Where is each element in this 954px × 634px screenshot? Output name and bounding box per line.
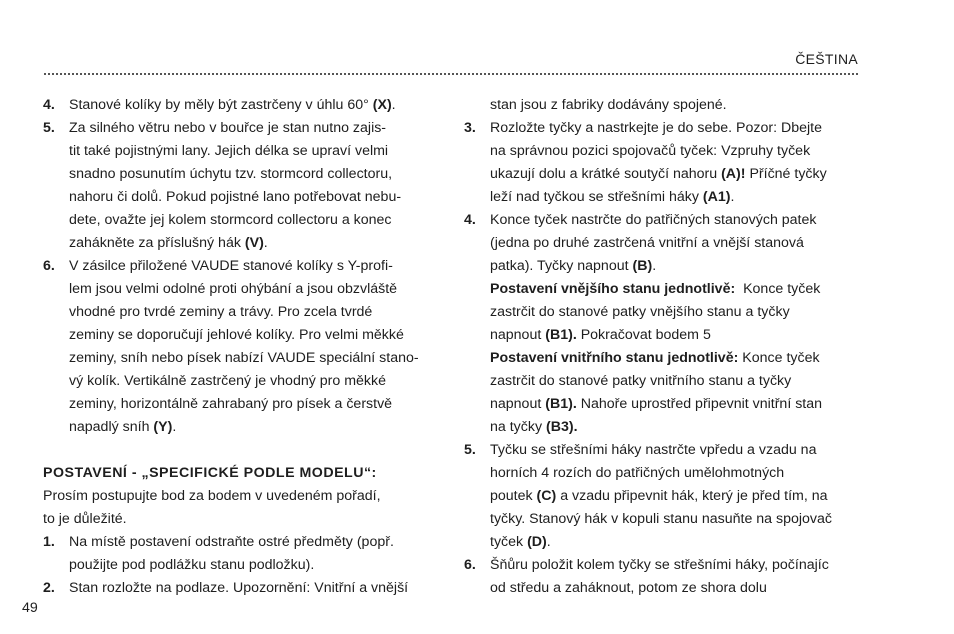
text-line: od středu a zaháknout, potom ze shora dolu	[490, 580, 767, 596]
item-number: 5.	[43, 120, 55, 136]
figure-ref: (B3).	[545, 419, 578, 435]
step-2	[43, 577, 443, 600]
text-line: zeminy se doporučují jehlové kolíky. Pro velmi měkké	[69, 327, 404, 343]
text: a vzadu připevnit hák, který je před tím, na	[556, 488, 828, 504]
figure-ref: (V)	[244, 235, 264, 251]
left-column	[43, 94, 443, 600]
text-line	[490, 163, 864, 186]
text: zahákněte za příslušný hák	[69, 235, 245, 251]
text-line: Tyčku se střešními háky nastrčte vpředu a vzadu na	[490, 442, 817, 458]
text-line: snadno posunutím úchytu tzv. stormcord collectoru,	[69, 166, 393, 182]
text-line	[490, 531, 864, 554]
item-number: 4.	[43, 97, 55, 113]
text: Konce tyček	[738, 350, 820, 366]
step-3	[464, 117, 864, 209]
text: Nahoře uprostřed připevnit vnitřní stan	[576, 396, 823, 412]
text-line: V zásilce přiložené VAUDE stanové kolíky s Y-profi-	[69, 258, 393, 274]
text-line	[69, 416, 443, 439]
section-heading: POSTAVENÍ - „SPECIFICKÉ PODLE MODELU“:	[43, 465, 377, 481]
text: .	[172, 419, 177, 435]
text: Pokračovat bodem 5	[576, 327, 711, 343]
language-label: ČEŠTINA	[795, 51, 858, 67]
text-line: na správnou pozici spojovačů tyček: Vzpruhy tyček	[490, 143, 811, 159]
figure-ref: (B1).	[545, 396, 577, 412]
text-line	[490, 416, 864, 439]
text: napnout	[490, 327, 546, 343]
dotted-divider	[44, 73, 858, 75]
step-4	[464, 209, 864, 439]
text: poutek	[490, 488, 537, 504]
text-line: tyčky. Stanový hák v kopuli stanu nasuňte na spojovač	[490, 511, 833, 527]
text-line: nahoru či dolů. Pokud pojistné lano potřebovat nebu-	[69, 189, 402, 205]
text-line	[490, 255, 864, 278]
text-line: zastrčit do stanové patky vnitřního stanu a tyčky	[490, 373, 792, 389]
text-line: horních 4 rozích do patřičných umělohmotných	[490, 465, 785, 481]
text-line: stan jsou z fabriky dodávány spojené.	[490, 97, 727, 113]
text-line	[69, 94, 443, 117]
text-line: (jedna po druhé zastrčená vnitřní a vnější stanová	[490, 235, 804, 251]
text: tyček	[490, 534, 528, 550]
text-line: zeminy, horizontálně zahrabaný pro písek a čerstvě	[69, 396, 393, 412]
text-line	[490, 186, 864, 209]
step-2-continued	[464, 94, 864, 117]
subheading: Postavení vnějšího stanu jednotlivě:	[490, 281, 736, 297]
text-line: Stan rozložte na podlaze. Upozornění: Vnitřní a vnější	[69, 580, 409, 596]
text-line	[490, 347, 864, 370]
list-item-4	[43, 94, 443, 117]
text: Konce tyček	[735, 281, 821, 297]
text-line	[69, 232, 443, 255]
text: .	[263, 235, 268, 251]
text-line: dete, ovažte jej kolem stormcord collectoru a konec	[69, 212, 392, 228]
text-line	[490, 393, 864, 416]
text: Stanové kolíky by měly být zastrčeny v úhlu 60°	[69, 97, 373, 113]
text-line	[490, 278, 864, 301]
item-number: 4.	[464, 212, 476, 228]
figure-ref: (A)!	[721, 166, 746, 182]
step-5	[464, 439, 864, 554]
item-number: 5.	[464, 442, 476, 458]
text: .	[391, 97, 396, 113]
step-1	[43, 531, 443, 577]
figure-ref: (X)	[372, 97, 392, 113]
text: napadlý sníh	[69, 419, 154, 435]
figure-ref: (B1).	[545, 327, 577, 343]
text-line: použijte pod podlážku stanu podložku).	[69, 557, 315, 573]
text: na tyčky	[490, 419, 546, 435]
text-line: zeminy, sníh nebo písek nabízí VAUDE speciální stano-	[69, 350, 419, 366]
text: Příčné tyčky	[745, 166, 827, 182]
text-line	[490, 485, 864, 508]
text: patka). Tyčky napnout	[490, 258, 633, 274]
item-number: 6.	[43, 258, 55, 274]
text-line: vhodné pro tvrdé zeminy a trávy. Pro zcela tvrdé	[69, 304, 373, 320]
text-line: Konce tyček nastrčte do patřičných stanových patek	[490, 212, 817, 228]
item-number: 2.	[43, 580, 55, 596]
text-line: zastrčit do stanové patky vnějšího stanu a tyčky	[490, 304, 790, 320]
subheading: Postavení vnitřního stanu jednotlivě:	[490, 350, 739, 366]
text: ukazují dolu a krátké soutyčí nahoru	[490, 166, 722, 182]
text: .	[546, 534, 551, 550]
text-line: Šňůru položit kolem tyčky se střešními háky, počínajíc	[490, 557, 829, 573]
figure-ref: (Y)	[153, 419, 173, 435]
figure-ref: (D)	[527, 534, 547, 550]
right-column	[464, 94, 864, 600]
intro-line: to je důležité.	[43, 511, 127, 527]
figure-ref: (C)	[536, 488, 557, 504]
text: napnout	[490, 396, 546, 412]
text: leží nad tyčkou se střešními háky	[490, 189, 703, 205]
text-line: Na místě postavení odstraňte ostré předměty (popř.	[69, 534, 394, 550]
figure-ref: (A1)	[702, 189, 731, 205]
page-number: 49	[22, 600, 38, 616]
text: .	[730, 189, 735, 205]
text-line: Za silného větru nebo v bouřce je stan nutno zajis-	[69, 120, 387, 136]
item-number: 1.	[43, 534, 55, 550]
text-line: Rozložte tyčky a nastrkejte je do sebe. Pozor: Dbejte	[490, 120, 822, 136]
text: .	[652, 258, 657, 274]
intro-line: Prosím postupujte bod za bodem v uvedeném pořadí,	[43, 488, 381, 504]
text-line	[490, 324, 864, 347]
list-item-5	[43, 117, 443, 255]
item-number: 6.	[464, 557, 476, 573]
text-line: lem jsou velmi odolné proti ohýbání a jsou obzvláště	[69, 281, 398, 297]
list-item-6	[43, 255, 443, 439]
text-line: vý kolík. Vertikálně zastrčený je vhodný pro měkké	[69, 373, 386, 389]
step-6	[464, 554, 864, 600]
text-line: tit také pojistnými lany. Jejich délka se upraví velmi	[69, 143, 389, 159]
figure-ref: (B)	[632, 258, 653, 274]
item-number: 3.	[464, 120, 476, 136]
